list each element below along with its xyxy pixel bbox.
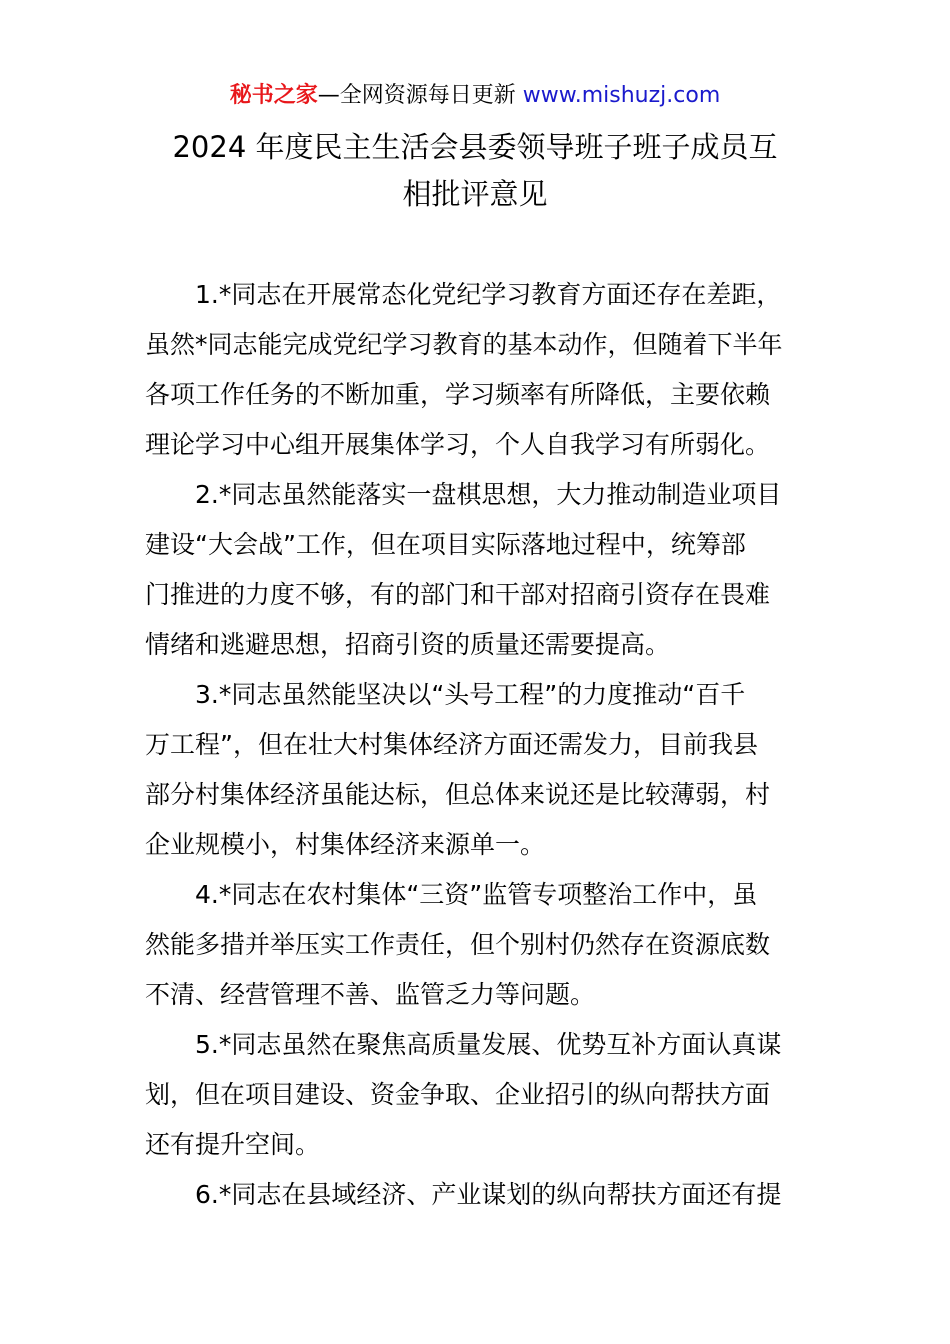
paragraph (145, 1170, 807, 1220)
site-url: www.mishuzj.com (522, 83, 721, 108)
paragraph-line: 各项工作任务的不断加重，学习频率有所降低，主要依赖 (145, 380, 771, 409)
paragraph (145, 470, 807, 670)
paragraph-line: 5.*同志虽然在聚焦高质量发展、优势互补方面认真谋 (195, 1030, 782, 1059)
paragraph (145, 870, 807, 1020)
site-header (0, 80, 950, 112)
paragraph (145, 670, 807, 870)
paragraph (145, 270, 807, 470)
paragraph-line: 然能多措并举压实工作责任，但个别村仍然存在资源底数 (145, 930, 771, 959)
paragraph-line: 门推进的力度不够，有的部门和干部对招商引资存在畏难 (145, 580, 771, 609)
brand-name: 秘书之家 (229, 83, 318, 108)
paragraph-line: 4.*同志在农村集体“三资”监管专项整治工作中，虽 (195, 880, 758, 909)
document-title (0, 124, 950, 218)
paragraph-line: 部分村集体经济虽能达标，但总体来说还是比较薄弱，村 (145, 780, 771, 809)
paragraph-line: 还有提升空间。 (145, 1130, 321, 1159)
paragraph-line: 划，但在项目建设、资金争取、企业招引的纵向帮扶方面 (145, 1080, 771, 1109)
paragraph-line: 建设“大会战”工作，但在项目实际落地过程中，统筹部 (145, 530, 746, 559)
paragraph-line: 企业规模小，村集体经济来源单一。 (145, 830, 546, 859)
paragraph-line: 情绪和逃避思想，招商引资的质量还需要提高。 (145, 630, 671, 659)
paragraph-line: 2.*同志虽然能落实一盘棋思想，大力推动制造业项目 (195, 480, 782, 509)
header-tagline: —全网资源每日更新 (317, 83, 523, 108)
paragraph-line: 6.*同志在县域经济、产业谋划的纵向帮扶方面还有提 (195, 1180, 782, 1209)
paragraph-line: 虽然*同志能完成党纪学习教育的基本动作，但随着下半年 (145, 330, 783, 359)
paragraph-line: 理论学习中心组开展集体学习，个人自我学习有所弱化。 (145, 430, 771, 459)
document-body (145, 270, 807, 1220)
paragraph (145, 1020, 807, 1170)
title-line-1: 2024 年度民主生活会县委领导班子班子成员互 (172, 130, 778, 164)
title-line-2: 相批评意见 (402, 177, 548, 211)
paragraph-line: 万工程”，但在壮大村集体经济方面还需发力，目前我县 (145, 730, 758, 759)
paragraph-line: 3.*同志虽然能坚决以“头号工程”的力度推动“百千 (195, 680, 746, 709)
paragraph-line: 不清、经营管理不善、监管乏力等问题。 (145, 980, 596, 1009)
paragraph-line: 1.*同志在开展常态化党纪学习教育方面还存在差距， (195, 280, 782, 309)
